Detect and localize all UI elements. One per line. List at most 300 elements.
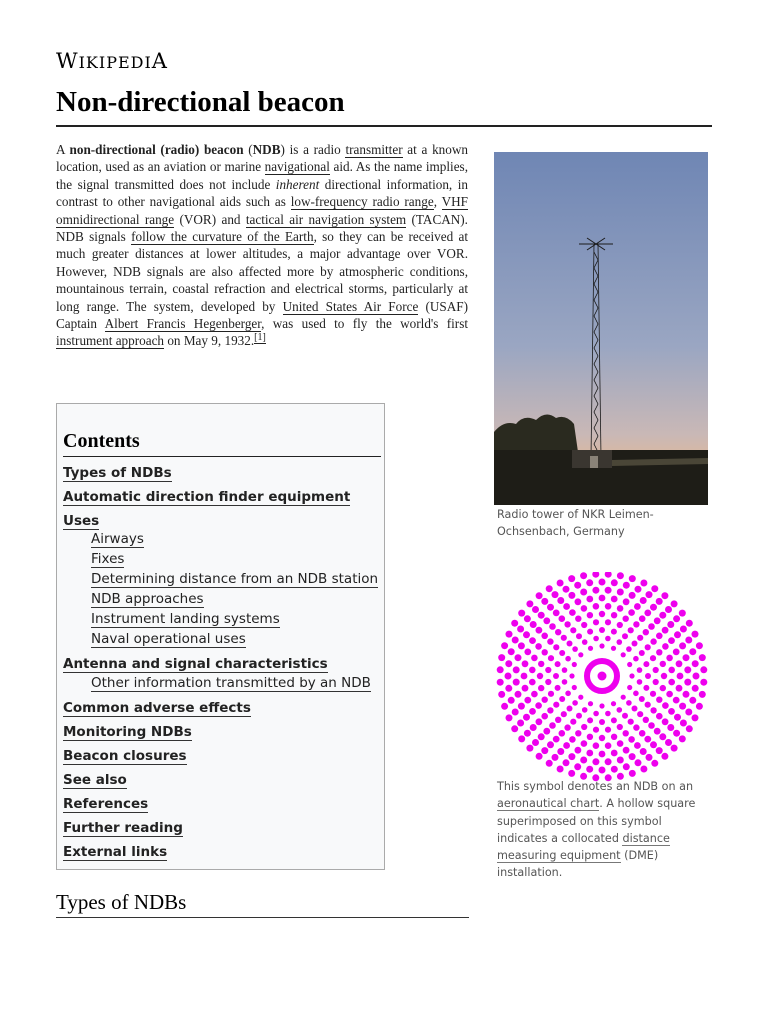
symbol-dot <box>653 667 659 673</box>
symbol-dot <box>497 679 504 686</box>
toc-item[interactable] <box>91 611 280 628</box>
symbol-dot <box>568 753 575 760</box>
symbol-dot <box>650 707 656 713</box>
symbol-dot <box>501 703 508 710</box>
symbol-dot <box>599 643 604 648</box>
wordmark-last-letter: A <box>151 49 168 73</box>
link-low-frequency-radio-range[interactable]: low-frequency radio range <box>290 194 434 210</box>
symbol-dot <box>588 701 593 706</box>
toc-item[interactable] <box>91 591 204 608</box>
symbol-dot <box>632 706 638 712</box>
toc-item[interactable] <box>91 631 246 648</box>
symbol-dot <box>633 656 639 662</box>
symbol-center-dot <box>598 672 607 681</box>
symbol-dot <box>650 655 656 661</box>
symbol-dot <box>667 724 674 731</box>
symbol-dot <box>634 742 641 749</box>
symbol-dot <box>557 580 564 587</box>
hut-door <box>590 456 598 468</box>
symbol-dot <box>555 629 561 635</box>
figure-caption-tower: Radio tower of NKR Leimen-Ochsenbach, Germany <box>497 508 654 539</box>
symbol-dot <box>581 622 587 628</box>
toc-item[interactable] <box>63 700 251 717</box>
symbol-dot <box>572 700 578 706</box>
symbol-dot <box>587 717 593 723</box>
symbol-dot <box>593 619 599 625</box>
symbol-dot <box>563 586 570 593</box>
symbol-dot <box>700 666 707 673</box>
symbol-dot <box>623 598 630 605</box>
toc-item[interactable] <box>91 551 124 568</box>
symbol-dot <box>529 667 536 674</box>
symbol-dot <box>605 572 612 578</box>
toc-item-label: Monitoring NDBs <box>63 724 192 740</box>
lead-italic: inherent <box>275 176 320 192</box>
symbol-dot <box>646 591 653 598</box>
symbol-dot <box>568 592 575 599</box>
symbol-dot <box>581 605 588 612</box>
symbol-dot <box>568 770 575 777</box>
symbol-dot <box>627 662 632 667</box>
toc-item-label: Uses <box>63 513 100 529</box>
symbol-dot <box>505 660 512 667</box>
symbol-dot <box>699 654 706 661</box>
symbol-dot <box>646 754 653 761</box>
ndb-chart-symbol-image[interactable] <box>492 572 710 782</box>
symbol-dot <box>617 740 624 747</box>
symbol-dot <box>696 703 703 710</box>
symbol-dot <box>529 637 536 644</box>
symbol-dot <box>639 650 645 656</box>
symbol-dot <box>569 609 576 616</box>
symbol-dot <box>553 736 560 743</box>
toc-title-rule <box>63 456 381 457</box>
symbol-dot <box>542 649 548 655</box>
toc-item[interactable] <box>63 820 183 837</box>
toc-item[interactable] <box>63 844 167 861</box>
symbol-dot <box>545 679 551 685</box>
symbol-dot <box>599 719 605 725</box>
lead-text: ( <box>243 142 253 157</box>
symbol-dot <box>564 724 570 730</box>
symbol-dot <box>611 766 618 773</box>
symbol-dot <box>628 736 635 743</box>
symbol-dot <box>586 596 593 603</box>
symbol-dot <box>506 714 513 721</box>
symbol-dot <box>543 728 550 735</box>
symbol-dot <box>570 719 576 725</box>
lead-text: A <box>56 142 70 157</box>
symbol-dot <box>587 629 593 635</box>
symbol-dot <box>599 703 604 708</box>
section-heading-types-of-ndbs: Types of NDBs <box>56 890 187 914</box>
symbol-dot <box>568 575 575 582</box>
symbol-dot <box>512 709 519 716</box>
symbol-dot <box>680 626 687 633</box>
symbol-dot <box>567 706 573 712</box>
link-curvature-of-earth[interactable]: follow the curvature of the Earth <box>131 229 314 245</box>
symbol-dot <box>563 759 570 766</box>
symbol-dot <box>656 598 663 605</box>
symbol-dot <box>569 736 576 743</box>
symbol-dot <box>668 637 675 644</box>
symbol-dot <box>506 631 513 638</box>
symbol-dot <box>522 685 529 692</box>
symbol-dot <box>575 730 581 736</box>
link-navigational[interactable]: navigational <box>264 159 330 175</box>
symbol-dot <box>546 585 553 592</box>
symbol-dot <box>529 679 536 686</box>
symbol-dot <box>580 589 587 596</box>
symbol-dot <box>643 661 649 667</box>
symbol-dot <box>623 763 630 770</box>
symbol-dot <box>497 666 504 673</box>
symbol-dot <box>643 629 649 635</box>
lead-text: , <box>433 194 442 210</box>
lead-text: , so they can be received at much greater distances at lower altitudes, a major advantage over VOR. However, NDB signals are also affected more by atmospheric conditions, mountainous terrain, coastal refraction and electrical storms, particularly at long range. The system, developed by <box>56 229 468 314</box>
symbol-dot <box>650 638 656 644</box>
symbol-dot <box>648 722 655 729</box>
symbol-dot <box>593 603 600 610</box>
symbol-dot <box>508 648 515 655</box>
symbol-dot <box>656 713 663 720</box>
symbol-dot <box>639 730 646 737</box>
symbol-dot <box>498 654 505 661</box>
symbol-dot <box>643 717 649 723</box>
symbol-dot <box>547 638 553 644</box>
symbol-dot <box>572 662 577 667</box>
symbol-dot <box>515 654 522 661</box>
symbol-dot <box>629 753 636 760</box>
symbol-dot <box>546 760 553 767</box>
symbol-dot <box>593 742 600 749</box>
lead-text: (USAF) Captain <box>56 298 469 332</box>
symbol-dot <box>674 631 681 638</box>
symbol-dot <box>622 633 628 639</box>
symbol-dot <box>557 766 564 773</box>
symbol-dot <box>674 714 681 721</box>
symbol-dot <box>547 741 554 748</box>
symbol-dot <box>593 711 599 717</box>
symbol-dot <box>578 695 583 700</box>
caption-text: . A hollow square superimposed on this symbol indicates a collocated <box>497 797 696 845</box>
symbol-dot <box>693 673 700 680</box>
toc-item[interactable] <box>63 513 99 530</box>
symbol-dot <box>617 724 623 730</box>
symbol-dot <box>665 739 672 746</box>
symbol-dot <box>517 720 524 727</box>
symbol-dot <box>599 735 605 741</box>
toc-item-label: See also <box>63 772 127 788</box>
symbol-dot <box>523 631 530 638</box>
symbol-dot <box>563 603 570 610</box>
symbol-dot <box>700 679 707 686</box>
toc-item[interactable] <box>63 772 127 789</box>
symbol-dot <box>592 758 599 765</box>
symbol-dot <box>549 722 556 729</box>
symbol-dot <box>637 635 643 641</box>
symbol-dot <box>524 730 531 737</box>
radio-tower-photo[interactable] <box>494 152 708 505</box>
toc-item[interactable] <box>63 748 187 765</box>
wordmark-middle: IKIPEDI <box>78 53 152 72</box>
link-tacan[interactable]: tactical air navigation system <box>245 211 407 227</box>
symbol-dot <box>553 673 559 679</box>
toc-item-label: External links <box>63 844 168 860</box>
lead-text: at a known location, used as an aviation or marine <box>56 142 468 175</box>
symbol-dot <box>662 627 669 634</box>
symbol-dot <box>629 673 634 678</box>
toc-item[interactable] <box>91 531 144 548</box>
symbol-dot <box>629 592 636 599</box>
symbol-dot <box>679 735 686 742</box>
symbol-dot <box>692 714 699 721</box>
symbol-dot <box>692 631 699 638</box>
symbol-dot <box>639 615 646 622</box>
reference-link[interactable]: [1] <box>254 332 266 344</box>
symbol-dot <box>679 610 686 617</box>
symbol-dot <box>617 589 624 596</box>
symbol-dot <box>617 757 624 764</box>
symbol-dot <box>662 702 669 709</box>
symbol-dot <box>541 747 548 754</box>
link-distance-measuring-equipment[interactable]: distance measuring equipment <box>497 831 670 863</box>
symbol-dot <box>689 648 696 655</box>
lead-text: (TACAN). NDB signals <box>56 211 468 245</box>
symbol-dot <box>661 592 668 599</box>
symbol-dot <box>667 621 674 628</box>
symbol-dot <box>611 701 616 706</box>
symbol-dot <box>632 641 638 647</box>
symbol-dot <box>563 742 570 749</box>
symbol-dot <box>633 691 639 697</box>
symbol-dot <box>523 714 530 721</box>
symbol-dot <box>567 641 573 647</box>
toc-item-label: Types of NDBs <box>63 465 172 481</box>
toc-item[interactable] <box>63 489 350 506</box>
link-albert-francis-hegenberger[interactable]: Albert Francis Hegenberger <box>104 316 262 332</box>
symbol-dot <box>532 739 539 746</box>
symbol-dot <box>565 691 571 697</box>
symbol-dot <box>541 598 548 605</box>
symbol-dot <box>650 604 657 611</box>
toc-item-label: NDB approaches <box>91 591 204 607</box>
symbol-dot <box>512 637 519 644</box>
page-title: Non-directional beacon <box>56 86 345 118</box>
symbol-dot <box>562 679 568 685</box>
symbol-dot <box>627 685 632 690</box>
symbol-dot <box>623 730 629 736</box>
symbol-dot <box>599 595 606 602</box>
symbol-dot <box>587 734 593 740</box>
symbol-dot <box>526 600 533 607</box>
lead-bold-term: non-directional (radio) beacon <box>69 142 244 157</box>
symbol-dot <box>593 727 599 733</box>
toc-item[interactable] <box>91 675 371 692</box>
symbol-dot <box>526 745 533 752</box>
symbol-dot <box>553 610 560 617</box>
symbol-dot <box>505 673 512 680</box>
toc-item-label: Other information transmitted by an NDB <box>91 675 371 691</box>
symbol-dot <box>599 579 606 586</box>
symbol-dot <box>543 617 550 624</box>
symbol-dot <box>685 637 692 644</box>
symbol-dot <box>524 615 531 622</box>
symbol-dot <box>581 740 588 747</box>
symbol-dot <box>522 660 529 667</box>
symbol-dot <box>511 620 518 627</box>
link-vhf-omnidirectional-range[interactable]: VHF omnidirectional range <box>56 194 469 227</box>
symbol-dot <box>654 617 661 624</box>
symbol-dot <box>639 696 645 702</box>
link-usaf[interactable]: United States Air Force <box>282 298 419 314</box>
symbol-dot <box>505 685 512 692</box>
symbol-dot <box>679 642 686 649</box>
symbol-dot <box>605 587 612 594</box>
symbol-dot <box>611 646 616 651</box>
symbol-dot <box>633 621 639 627</box>
symbol-dot <box>626 646 632 652</box>
lead-text: ) is a radio <box>280 142 346 157</box>
toc-item[interactable] <box>63 724 192 741</box>
symbol-dot <box>541 713 548 720</box>
symbol-dot <box>517 626 524 633</box>
symbol-dot <box>576 633 582 639</box>
symbol-dot <box>552 591 559 598</box>
symbol-dot <box>498 691 505 698</box>
symbol-dot <box>651 585 658 592</box>
wikipedia-wordmark[interactable] <box>56 49 168 73</box>
symbol-dot <box>645 644 651 650</box>
symbol-dot <box>650 691 656 697</box>
symbol-dot <box>538 733 545 740</box>
symbol-dot <box>511 725 518 732</box>
symbol-dot <box>575 616 581 622</box>
toc-item[interactable] <box>63 796 148 813</box>
lead-text: , was used to fly the world's first <box>261 316 468 332</box>
symbol-dot <box>524 649 531 656</box>
symbol-dot <box>559 650 565 656</box>
symbol-dot <box>569 673 574 678</box>
symbol-dot <box>592 587 599 594</box>
symbol-dot <box>659 733 666 740</box>
symbol-dot <box>588 646 593 651</box>
symbol-dot <box>557 748 564 755</box>
symbol-dot <box>686 620 693 627</box>
symbol-dot <box>542 697 548 703</box>
symbol-dot <box>666 655 673 662</box>
symbol-dot <box>628 627 634 633</box>
symbol-dot <box>680 720 687 727</box>
symbol-dot <box>565 656 571 662</box>
toc-item-label: Instrument landing systems <box>91 611 280 627</box>
symbol-dot <box>547 604 554 611</box>
symbol-dot <box>518 703 525 710</box>
toc-item[interactable] <box>63 465 172 482</box>
symbol-dot <box>668 679 675 686</box>
link-instrument-approach[interactable]: instrument approach <box>56 333 165 349</box>
symbol-dot <box>530 724 537 731</box>
symbol-dot <box>654 728 661 735</box>
symbol-dot <box>593 636 599 642</box>
toc-item-label: Determining distance from an NDB station <box>91 571 379 587</box>
symbol-dot <box>559 696 565 702</box>
symbol-dot <box>621 652 626 657</box>
symbol-dot <box>661 753 668 760</box>
title-underline <box>56 125 712 127</box>
lead-paragraph <box>56 141 468 350</box>
symbol-dot <box>535 643 542 650</box>
symbol-dot <box>633 724 639 730</box>
symbol-dot <box>628 609 635 616</box>
symbol-dot <box>677 673 684 680</box>
symbol-dot <box>676 660 683 667</box>
symbol-dot <box>572 646 578 652</box>
symbol-dot <box>659 612 666 619</box>
toc-item[interactable] <box>91 571 378 588</box>
symbol-dot <box>689 697 696 704</box>
symbol-dot <box>676 685 683 692</box>
symbol-dot <box>611 734 617 740</box>
symbol-dot <box>605 742 612 749</box>
symbol-dot <box>611 717 617 723</box>
symbol-dot <box>605 619 611 625</box>
symbol-dot <box>564 621 570 627</box>
symbol-dot <box>559 615 566 622</box>
symbol-dot <box>656 747 663 754</box>
symbol-dot <box>637 711 643 717</box>
symbol-dot <box>549 623 556 630</box>
symbol-dot <box>574 763 581 770</box>
symbol-dot <box>553 644 559 650</box>
symbol-dot <box>673 730 680 737</box>
symbol-dot <box>575 747 582 754</box>
symbol-dot <box>637 667 643 673</box>
symbol-dot <box>665 606 672 613</box>
caption-text: (DME) installation. <box>497 849 659 880</box>
symbol-dot <box>536 592 543 599</box>
symbol-dot <box>611 629 617 635</box>
symbol-dot <box>538 612 545 619</box>
lead-bold-abbrev: NDB <box>252 142 281 157</box>
symbol-dot <box>692 660 699 667</box>
symbol-dot <box>541 633 548 640</box>
symbol-dot <box>521 673 528 680</box>
toc-title: Contents <box>63 430 140 452</box>
symbol-dot <box>683 691 690 698</box>
toc-item[interactable] <box>63 656 328 673</box>
symbol-dot <box>501 642 508 649</box>
link-aeronautical-chart[interactable]: aeronautical chart <box>497 797 600 811</box>
symbol-dot <box>555 661 561 667</box>
symbol-dot <box>581 724 587 730</box>
symbol-dot <box>513 666 520 673</box>
symbol-dot <box>644 610 651 617</box>
symbol-dot <box>524 697 531 704</box>
symbol-dot <box>673 615 680 622</box>
link-transmitter[interactable]: transmitter <box>345 142 403 157</box>
symbol-dot <box>623 616 629 622</box>
symbol-dot <box>599 767 606 774</box>
symbol-dot <box>629 575 636 582</box>
symbol-dot <box>547 707 553 713</box>
symbol-dot <box>552 754 559 761</box>
symbol-dot <box>538 685 544 691</box>
symbol-dot <box>545 667 551 673</box>
symbol-dot <box>548 691 554 697</box>
symbol-dot <box>599 627 605 633</box>
symbol-dot <box>666 691 673 698</box>
